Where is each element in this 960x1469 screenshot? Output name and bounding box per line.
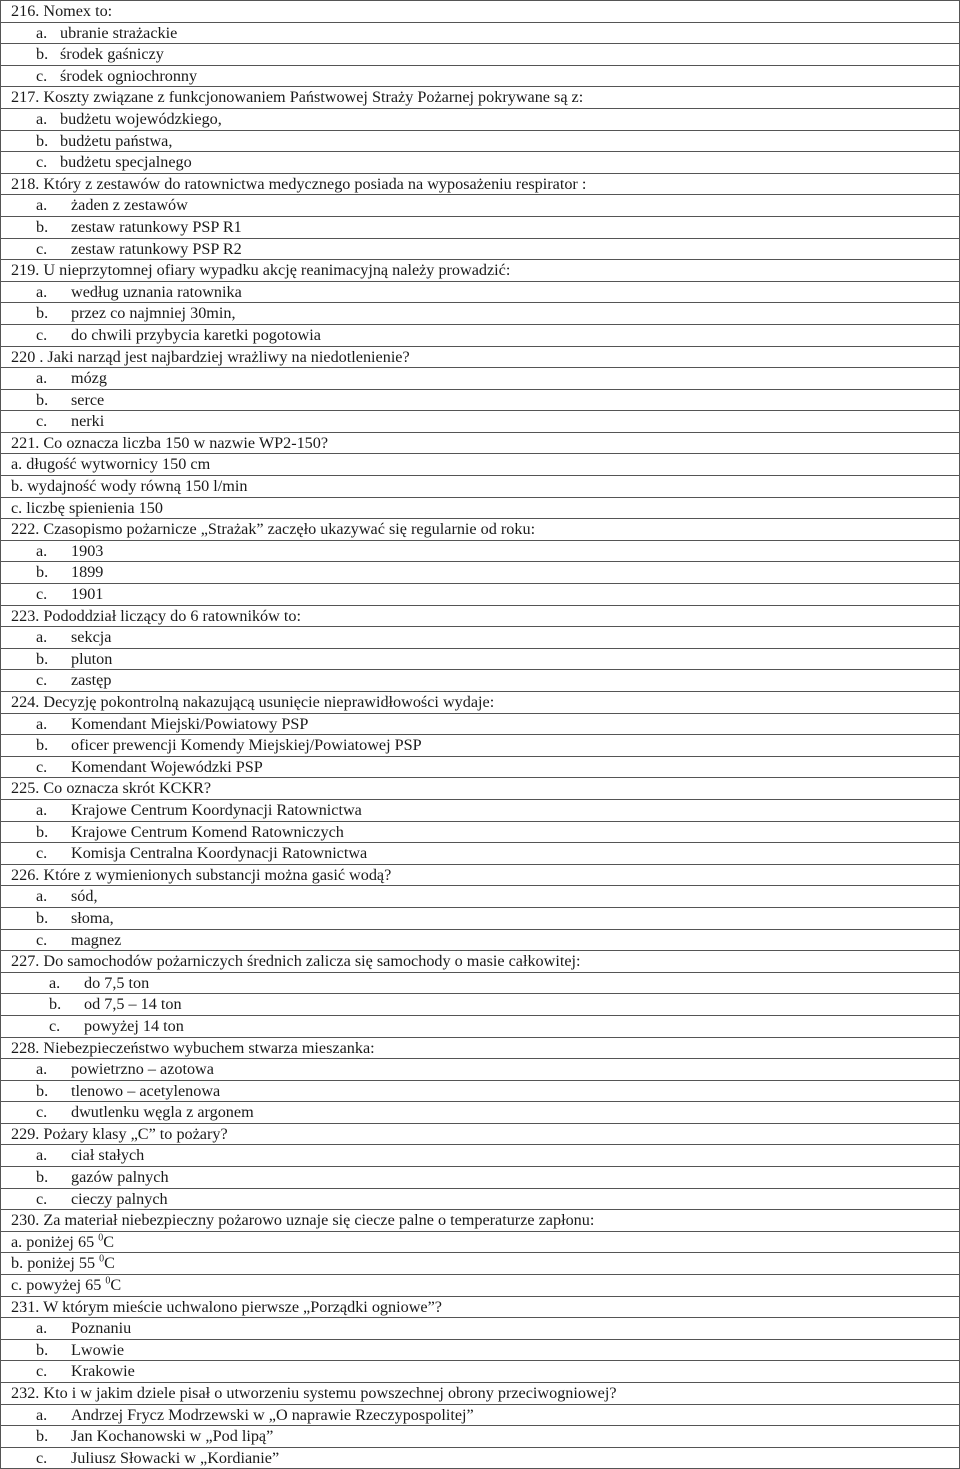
answer-row	[1, 929, 960, 951]
answer-text: Krakowie	[71, 1362, 135, 1381]
answer-letter: a.	[36, 541, 48, 560]
answer-text: mózg	[71, 369, 107, 388]
answer-letter: a.	[36, 196, 48, 215]
answer-cell	[1, 238, 960, 260]
answer-row	[1, 108, 960, 130]
answer-text: powyżej 14 ton	[84, 1016, 184, 1035]
answer-row	[1, 476, 960, 498]
answer-letter: b.	[36, 1168, 49, 1187]
answer-cell	[1, 1404, 960, 1426]
answer-row	[1, 1059, 960, 1081]
answer-letter: b.	[36, 390, 49, 409]
question-text: 216. Nomex to:	[1, 1, 960, 23]
answer-row	[1, 584, 960, 606]
answer-text: zastęp	[71, 671, 112, 690]
question-text: 219. U nieprzytomnej ofiary wypadku akcję reanimacyjną należy prowadzić:	[1, 260, 960, 282]
answer-cell	[1, 1275, 960, 1297]
answer-letter: b.	[36, 131, 49, 150]
answer-text: Komisja Centralna Koordynacji Ratownictwa	[71, 844, 368, 863]
answer-text: pluton	[71, 649, 113, 668]
question-row	[1, 432, 960, 454]
question-row	[1, 519, 960, 541]
answer-text: c. liczbę spienienia 150	[11, 498, 163, 517]
answer-letter: c.	[36, 325, 48, 344]
answer-row	[1, 368, 960, 390]
answer-cell	[1, 648, 960, 670]
answer-text: Juliusz Słowacki w „Kordianie”	[71, 1448, 280, 1467]
answer-letter: a.	[36, 887, 48, 906]
answer-cell	[1, 1188, 960, 1210]
answer-text: magnez	[71, 930, 122, 949]
answer-letter: a.	[36, 628, 48, 647]
answer-row	[1, 562, 960, 584]
answer-row	[1, 1080, 960, 1102]
answer-text: 1899	[71, 563, 104, 582]
answer-row	[1, 886, 960, 908]
question-text: 218. Który z zestawów do ratownictwa medycznego posiada na wyposażeniu respirator :	[1, 173, 960, 195]
answer-row	[1, 303, 960, 325]
answer-letter: c.	[36, 757, 48, 776]
answer-letter: c.	[36, 930, 48, 949]
answer-letter: b.	[36, 1427, 49, 1446]
answer-letter: b.	[49, 995, 62, 1014]
answer-letter: c.	[36, 1448, 48, 1467]
answer-letter: a.	[49, 973, 61, 992]
answer-cell	[1, 1015, 960, 1037]
answer-text: 1901	[71, 585, 104, 604]
answer-text: Jan Kochanowski w „Pod lipą”	[71, 1427, 274, 1446]
answer-cell	[1, 1361, 960, 1383]
answer-text: a. poniżej 65	[11, 1232, 95, 1251]
answer-text: budżetu wojewódzkiego,	[60, 109, 222, 128]
answer-cell	[1, 994, 960, 1016]
answer-text: środek gaśniczy	[60, 45, 164, 64]
question-text: 231. W którym mieście uchwalono pierwsze „Porządki ogniowe”?	[1, 1296, 960, 1318]
question-row	[1, 1037, 960, 1059]
answer-letter: b.	[36, 1081, 49, 1100]
answer-cell	[1, 1231, 960, 1253]
answer-row	[1, 22, 960, 44]
answer-row	[1, 1167, 960, 1189]
answer-text: c. powyżej 65	[11, 1276, 102, 1295]
answer-text: a. długość wytwornicy 150 cm	[11, 455, 211, 474]
answer-cell	[1, 216, 960, 238]
answer-cell	[1, 1167, 960, 1189]
answer-text: powietrzno – azotowa	[71, 1060, 214, 1079]
answer-letter: a.	[36, 800, 48, 819]
question-row	[1, 605, 960, 627]
answer-letter: b.	[36, 908, 49, 927]
answer-text: budżetu specjalnego	[60, 153, 192, 172]
answer-text: do 7,5 ton	[84, 973, 150, 992]
answer-row	[1, 821, 960, 843]
answer-letter: a.	[36, 23, 48, 42]
answer-row	[1, 843, 960, 865]
answer-text: b. poniżej 55	[11, 1254, 96, 1273]
answer-text: żaden z zestawów	[71, 196, 188, 215]
unit-text: C	[104, 1254, 115, 1273]
answer-row	[1, 1318, 960, 1340]
answer-cell	[1, 540, 960, 562]
answer-row	[1, 216, 960, 238]
questions-body	[1, 1, 960, 1469]
degree-superscript: 0	[98, 1232, 104, 1244]
answer-text: Andrzej Frycz Modrzewski w „O naprawie Rzeczypospolitej”	[71, 1405, 474, 1424]
answer-cell	[1, 1253, 960, 1275]
unit-text: C	[103, 1232, 115, 1251]
answer-row	[1, 411, 960, 433]
answer-cell	[1, 476, 960, 498]
answer-text: Poznaniu	[71, 1319, 132, 1338]
answer-row	[1, 994, 960, 1016]
answer-cell	[1, 1339, 960, 1361]
answer-text: Krajowe Centrum Komend Ratowniczych	[71, 822, 344, 841]
question-row	[1, 173, 960, 195]
answer-cell	[1, 1145, 960, 1167]
answer-cell	[1, 497, 960, 519]
answer-row	[1, 65, 960, 87]
answer-cell	[1, 389, 960, 411]
answer-cell	[1, 324, 960, 346]
question-text: 230. Za materiał niebezpieczny pożarowo uznaje się ciecze palne o temperaturze zapłonu:	[1, 1210, 960, 1232]
answer-cell	[1, 454, 960, 476]
answer-cell	[1, 735, 960, 757]
answer-cell	[1, 670, 960, 692]
answer-row	[1, 1404, 960, 1426]
answer-row	[1, 1253, 960, 1275]
question-row	[1, 260, 960, 282]
answer-text: dwutlenku węgla z argonem	[71, 1103, 254, 1122]
answer-row	[1, 540, 960, 562]
question-row	[1, 1210, 960, 1232]
answer-text: ciał stałych	[71, 1146, 145, 1165]
answer-letter: a.	[36, 109, 48, 128]
answer-cell	[1, 907, 960, 929]
answer-cell	[1, 22, 960, 44]
answer-row	[1, 1426, 960, 1448]
answer-row	[1, 389, 960, 411]
answer-text: cieczy palnych	[71, 1189, 168, 1208]
answer-row	[1, 1275, 960, 1297]
answer-cell	[1, 1318, 960, 1340]
answer-letter: a.	[36, 369, 48, 388]
answer-letter: c.	[36, 239, 48, 258]
question-row	[1, 864, 960, 886]
answer-row	[1, 735, 960, 757]
answer-row	[1, 454, 960, 476]
question-row	[1, 1383, 960, 1405]
question-text: 217. Koszty związane z funkcjonowaniem Państwowej Straży Pożarnej pokrywane są z:	[1, 87, 960, 109]
answer-cell	[1, 1059, 960, 1081]
answer-text: gazów palnych	[71, 1168, 169, 1187]
unit-text: C	[110, 1276, 122, 1295]
answer-text: nerki	[71, 412, 105, 431]
answer-cell	[1, 152, 960, 174]
answer-text: do chwili przybycia karetki pogotowia	[71, 325, 321, 344]
answer-row	[1, 799, 960, 821]
answer-cell	[1, 44, 960, 66]
answer-letter: c.	[36, 66, 48, 85]
answer-cell	[1, 108, 960, 130]
answer-cell	[1, 756, 960, 778]
answer-row	[1, 1102, 960, 1124]
answer-text: ubranie strażackie	[60, 23, 178, 42]
answer-row	[1, 44, 960, 66]
answer-cell	[1, 584, 960, 606]
answer-letter: a.	[36, 1405, 48, 1424]
answer-letter: b.	[36, 217, 49, 236]
question-text: 223. Pododdział liczący do 6 ratowników to:	[1, 605, 960, 627]
answer-letter: a.	[36, 714, 48, 733]
answer-row	[1, 907, 960, 929]
answer-row	[1, 281, 960, 303]
answer-row	[1, 1361, 960, 1383]
answer-text: tlenowo – acetylenowa	[71, 1081, 221, 1100]
answer-text: 1903	[71, 541, 104, 560]
question-row	[1, 1296, 960, 1318]
answer-letter: c.	[36, 153, 48, 172]
answer-text: zestaw ratunkowy PSP R1	[71, 217, 242, 236]
answer-letter: b.	[36, 649, 49, 668]
answer-text: Krajowe Centrum Koordynacji Ratownictwa	[71, 800, 362, 819]
answer-text: budżetu państwa,	[60, 131, 173, 150]
answer-text: przez co najmniej 30min,	[71, 304, 236, 323]
answer-row	[1, 972, 960, 994]
answer-letter: c.	[36, 1189, 48, 1208]
answer-letter: a.	[36, 282, 48, 301]
answer-letter: c.	[36, 844, 48, 863]
question-text: 225. Co oznacza skrót KCKR?	[1, 778, 960, 800]
answer-row	[1, 1231, 960, 1253]
answer-text: sód,	[71, 887, 98, 906]
answer-cell	[1, 929, 960, 951]
question-text: 227. Do samochodów pożarniczych średnich zalicza się samochody o masie całkowitej:	[1, 951, 960, 973]
question-row	[1, 778, 960, 800]
answer-cell	[1, 195, 960, 217]
answer-text: oficer prewencji Komendy Miejskiej/Powiatowej PSP	[71, 736, 422, 755]
question-text: 222. Czasopismo pożarnicze „Strażak” zaczęło ukazywać się regularnie od roku:	[1, 519, 960, 541]
answer-cell	[1, 627, 960, 649]
answer-row	[1, 1015, 960, 1037]
question-row	[1, 346, 960, 368]
answer-text: Komendant Miejski/Powiatowy PSP	[71, 714, 309, 733]
answer-letter: c.	[36, 1103, 48, 1122]
answer-row	[1, 627, 960, 649]
question-row	[1, 1123, 960, 1145]
question-text: 229. Pożary klasy „C” to pożary?	[1, 1123, 960, 1145]
answer-cell	[1, 411, 960, 433]
answer-cell	[1, 281, 960, 303]
answer-row	[1, 648, 960, 670]
question-row	[1, 692, 960, 714]
answer-text: sekcja	[71, 628, 112, 647]
answer-row	[1, 756, 960, 778]
answer-text: od 7,5 – 14 ton	[84, 995, 182, 1014]
answer-letter: b.	[36, 45, 49, 64]
answer-row	[1, 324, 960, 346]
answer-row	[1, 152, 960, 174]
question-row	[1, 951, 960, 973]
question-text: 220 . Jaki narząd jest najbardziej wrażliwy na niedotlenienie?	[1, 346, 960, 368]
answer-row	[1, 713, 960, 735]
answer-cell	[1, 562, 960, 584]
question-row	[1, 1, 960, 23]
answer-row	[1, 1339, 960, 1361]
answer-cell	[1, 843, 960, 865]
answer-text: według uznania ratownika	[71, 282, 242, 301]
answer-letter: c.	[36, 1362, 48, 1381]
answer-row	[1, 497, 960, 519]
answer-cell	[1, 713, 960, 735]
answer-cell	[1, 303, 960, 325]
degree-superscript: 0	[105, 1275, 111, 1287]
answer-row	[1, 1188, 960, 1210]
answer-text: środek ogniochronny	[60, 66, 198, 85]
answer-cell	[1, 886, 960, 908]
question-text: 224. Decyzję pokontrolną nakazującą usunięcie nieprawidłowości wydaje:	[1, 692, 960, 714]
answer-letter: c.	[49, 1016, 61, 1035]
answer-cell	[1, 821, 960, 843]
answer-cell	[1, 799, 960, 821]
question-text: 221. Co oznacza liczba 150 w nazwie WP2-150?	[1, 432, 960, 454]
answer-text: b. wydajność wody równą 150 l/min	[11, 477, 248, 496]
question-text: 228. Niebezpieczeństwo wybuchem stwarza mieszanka:	[1, 1037, 960, 1059]
answer-row	[1, 195, 960, 217]
answer-letter: a.	[36, 1060, 48, 1079]
answer-letter: b.	[36, 1340, 49, 1359]
answer-cell	[1, 368, 960, 390]
answer-letter: c.	[36, 671, 48, 690]
answer-row	[1, 130, 960, 152]
degree-superscript: 0	[99, 1254, 105, 1266]
answer-cell	[1, 1447, 960, 1469]
answer-cell	[1, 1426, 960, 1448]
answer-letter: b.	[36, 736, 49, 755]
answer-row	[1, 238, 960, 260]
answer-text: Komendant Wojewódzki PSP	[71, 757, 263, 776]
answer-text: zestaw ratunkowy PSP R2	[71, 239, 242, 258]
answer-row	[1, 670, 960, 692]
answer-letter: a.	[36, 1146, 48, 1165]
answer-letter: b.	[36, 822, 49, 841]
answer-letter: b.	[36, 304, 49, 323]
answer-row	[1, 1145, 960, 1167]
answer-letter: b.	[36, 563, 49, 582]
answer-cell	[1, 65, 960, 87]
answer-row	[1, 1447, 960, 1469]
answer-cell	[1, 972, 960, 994]
answer-letter: a.	[36, 1319, 48, 1338]
answer-cell	[1, 130, 960, 152]
answer-letter: c.	[36, 412, 48, 431]
question-text: 232. Kto i w jakim dziele pisał o utworzeniu systemu powszechnej obrony przeciwogniowej?	[1, 1383, 960, 1405]
answer-text: Lwowie	[71, 1340, 125, 1359]
answer-text: serce	[71, 390, 105, 409]
answer-letter: c.	[36, 585, 48, 604]
question-text: 226. Które z wymienionych substancji można gasić wodą?	[1, 864, 960, 886]
question-row	[1, 87, 960, 109]
answer-cell	[1, 1102, 960, 1124]
answer-text: słoma,	[71, 908, 114, 927]
answer-cell	[1, 1080, 960, 1102]
